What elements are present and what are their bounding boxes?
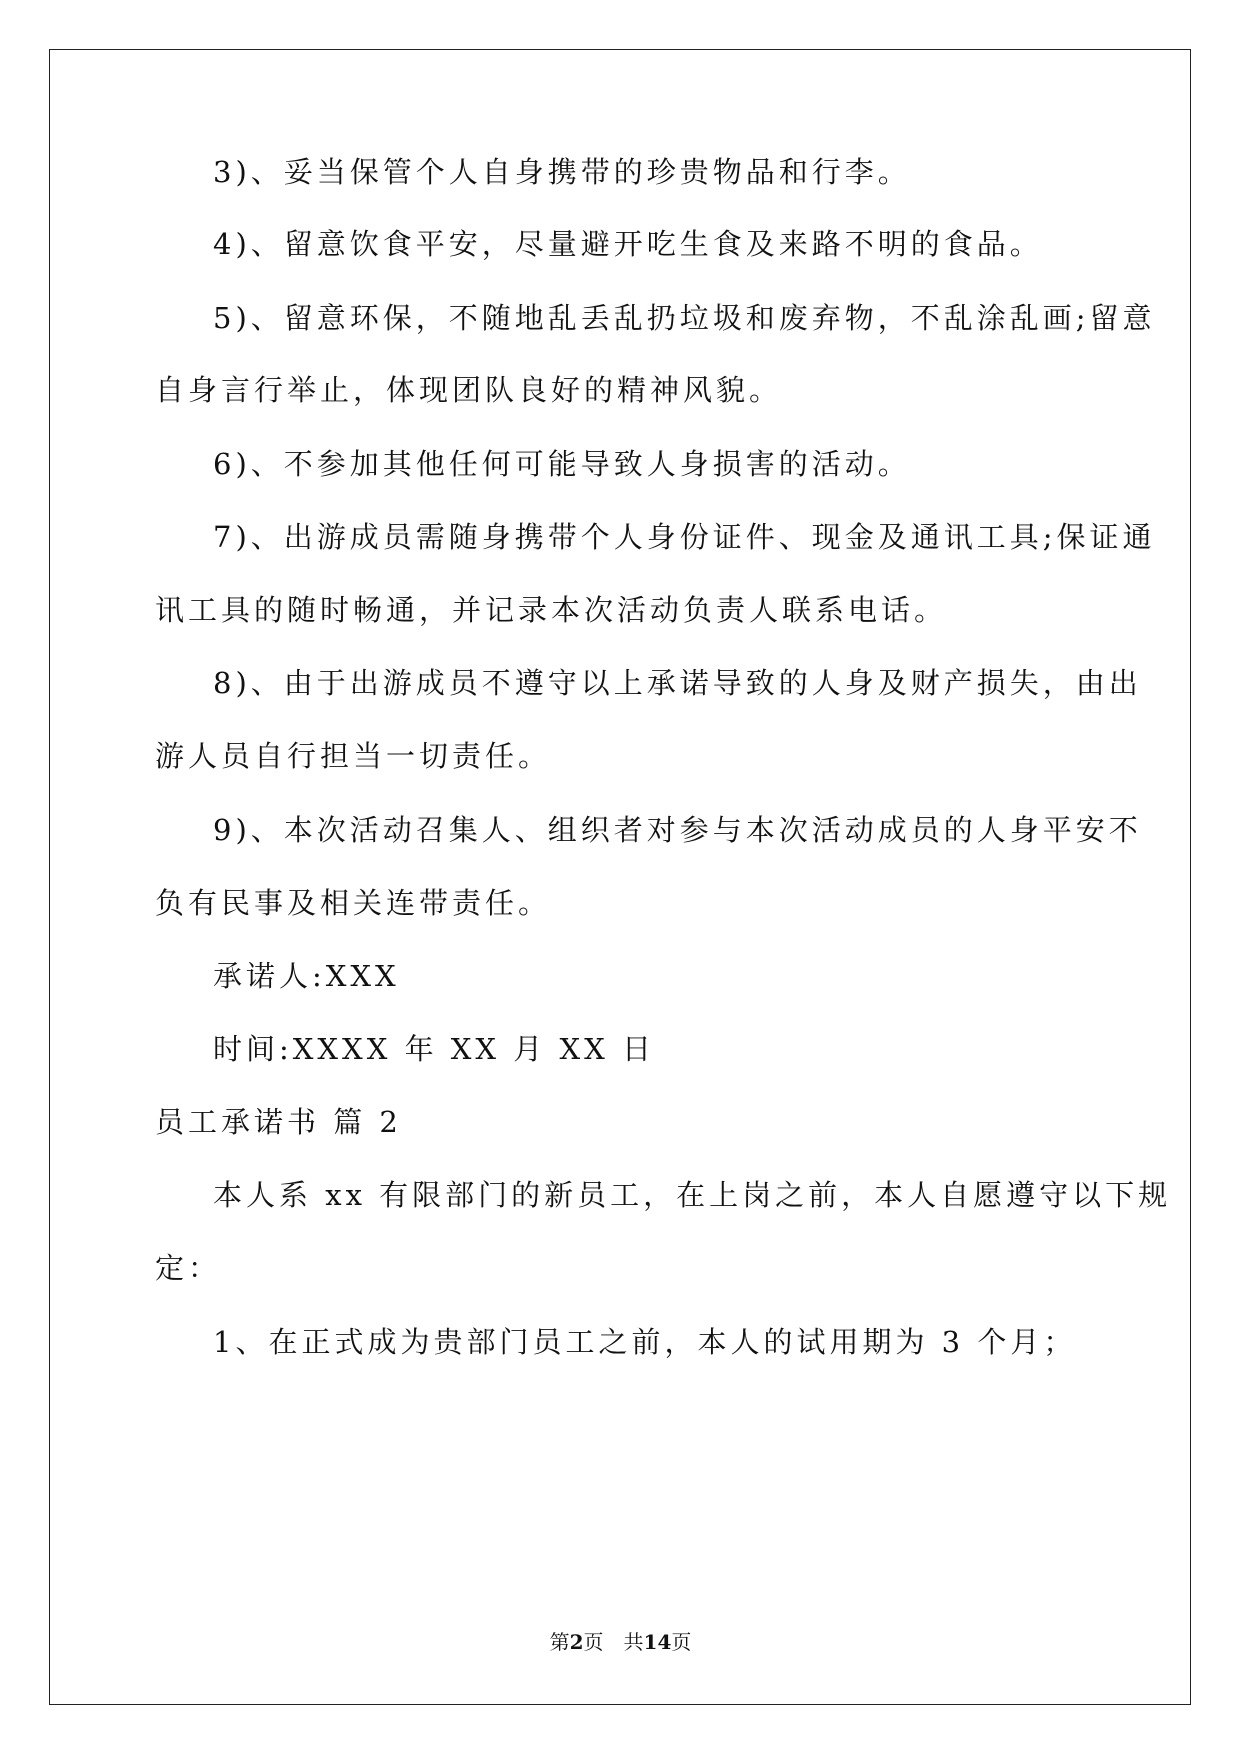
paragraph-item-4: 4)、留意饮食平安，尽量避开吃生食及来路不明的食品。	[213, 227, 1043, 261]
footer-middle: 页 共	[583, 1630, 644, 1654]
paragraph-item-6: 6)、不参加其他任何可能导致人身损害的活动。	[213, 447, 911, 481]
rule-item-1: 1、在正式成为贵部门员工之前，本人的试用期为 3 个月；	[213, 1325, 1077, 1359]
paragraph-item-9-line-2: 负有民事及相关连带责任。	[155, 886, 552, 920]
paragraph-item-7-line-1: 7)、出游成员需随身携带个人身份证件、现金及通讯工具;保证通	[213, 520, 1156, 554]
promisor-line: 承诺人:XXX	[213, 959, 400, 993]
paragraph-item-5-line-2: 自身言行举止，体现团队良好的精神风貌。	[155, 373, 783, 407]
paragraph-item-9-line-1: 9)、本次活动召集人、组织者对参与本次活动成员的人身平安不	[213, 813, 1142, 847]
paragraph-item-5-line-1: 5)、留意环保，不随地乱丢乱扔垃圾和废弃物，不乱涂乱画;留意	[213, 301, 1156, 335]
section-title: 员工承诺书 篇 2	[155, 1105, 402, 1139]
paragraph-item-8-line-1: 8)、由于出游成员不遵守以上承诺导致的人身及财产损失，由出	[213, 666, 1142, 700]
page-footer	[0, 1629, 1241, 1655]
paragraph-item-7-line-2: 讯工具的随时畅通，并记录本次活动负责人联系电话。	[155, 593, 948, 627]
paragraph-item-3: 3)、妥当保管个人自身携带的珍贵物品和行李。	[213, 155, 911, 189]
footer-total-pages: 14	[643, 1630, 672, 1654]
footer-prefix: 第	[549, 1630, 570, 1654]
intro-paragraph-line-2: 定：	[155, 1251, 222, 1285]
intro-paragraph-line-1: 本人系 xx 有限部门的新员工，在上岗之前，本人自愿遵守以下规	[213, 1178, 1172, 1212]
footer-current-page: 2	[569, 1630, 584, 1654]
date-line: 时间:XXXX 年 XX 月 XX 日	[213, 1032, 656, 1066]
paragraph-item-8-line-2: 游人员自行担当一切责任。	[155, 739, 552, 773]
footer-suffix: 页	[671, 1630, 692, 1654]
